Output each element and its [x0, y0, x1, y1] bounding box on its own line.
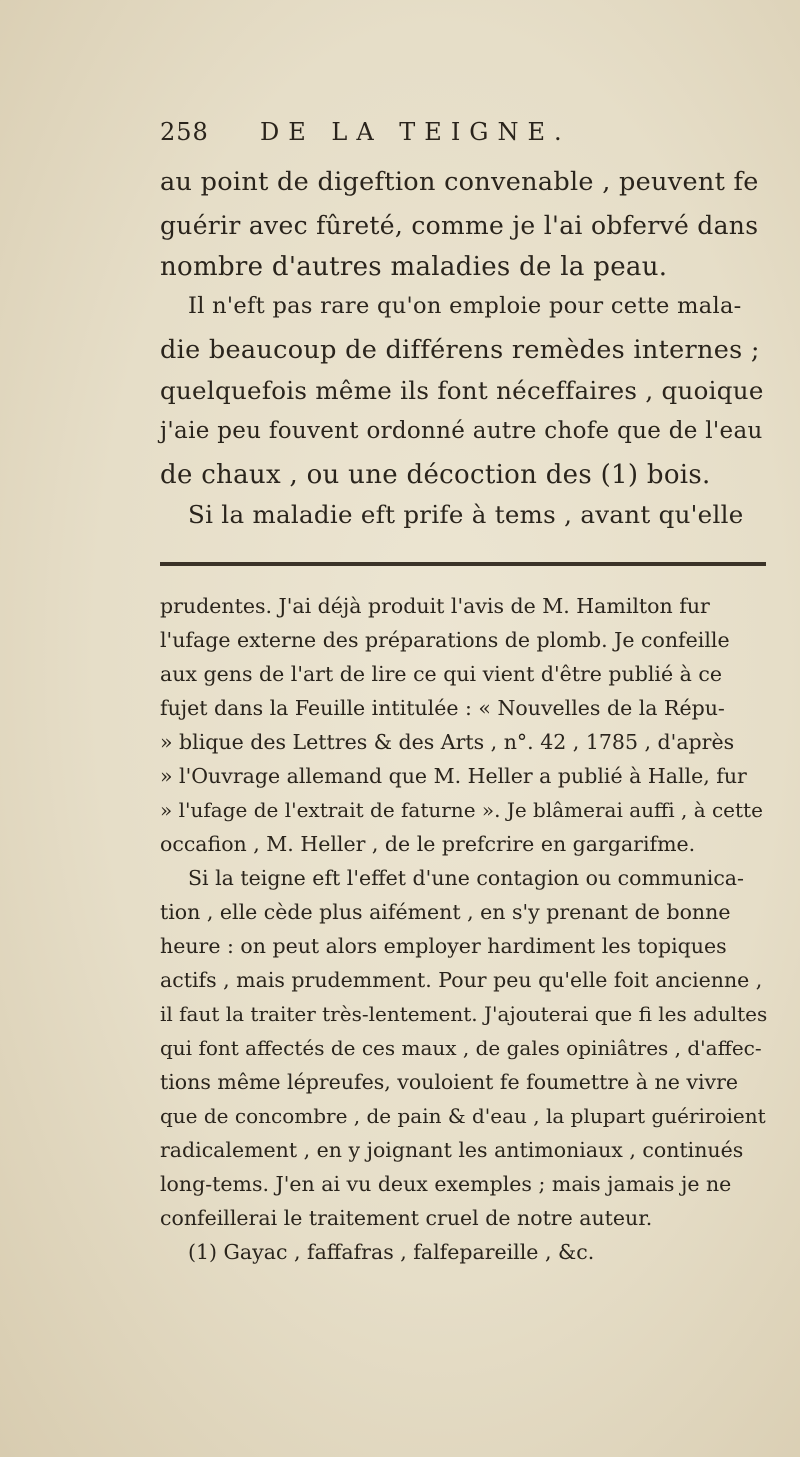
footnote-block [160, 588, 780, 1308]
note-line: aux gens de l'art de lire ce qui vient d'être publié à ce [160, 662, 722, 686]
main-line: au point de digeftion convenable , peuvent fe [160, 167, 759, 197]
note-line: » blique des Lettres & des Arts , n°. 42 , 1785 , d'après [160, 730, 735, 754]
note-line: il faut la traiter très-lentement. J'ajouterai que fi les adultes [160, 1002, 768, 1026]
main-line: nombre d'autres maladies de la peau. [160, 252, 668, 282]
main-line: guérir avec fûreté, comme je l'ai obfervé dans [160, 211, 759, 240]
note-line: tion , elle cède plus aifément , en s'y prenant de bonne [160, 900, 731, 924]
footnote-1: (1) Gayac , faffafras , falfepareille , &c. [188, 1240, 595, 1264]
main-line: die beaucoup de différens remèdes internes ; [160, 335, 760, 365]
note-line: qui font affectés de ces maux , de gales opiniâtres , d'affec- [160, 1036, 762, 1060]
note-line: confeillerai le traitement cruel de notre auteur. [160, 1206, 653, 1230]
running-title: DE LA TEIGNE. [260, 118, 571, 146]
note-line: actifs , mais prudemment. Pour peu qu'elle foit ancienne , [160, 968, 763, 992]
note-line: prudentes. J'ai déjà produit l'avis de M. Hamilton fur [160, 594, 710, 618]
footnote-rule [160, 562, 766, 566]
page-header [160, 118, 760, 158]
main-line: j'aie peu fouvent ordonné autre chofe que de l'eau [160, 418, 763, 444]
main-line: de chaux , ou une décoction des (1) bois. [160, 460, 711, 490]
note-line: radicalement , en y joignant les antimoniaux , continués [160, 1138, 744, 1162]
note-line: » l'ufage de l'extrait de faturne ». Je blâmerai auffi , à cette [160, 798, 763, 822]
note-line: » l'Ouvrage allemand que M. Heller a publié à Halle, fur [160, 764, 747, 788]
note-line: fujet dans la Feuille intitulée : « Nouvelles de la Répu- [160, 696, 725, 720]
note-line: heure : on peut alors employer hardiment les topiques [160, 934, 727, 958]
main-text-block [160, 158, 780, 538]
main-line: Il n'eft pas rare qu'on emploie pour cette mala- [188, 293, 742, 319]
page-number: 258 [160, 118, 209, 146]
note-line: que de concombre , de pain & d'eau , la plupart guériroient [160, 1104, 766, 1128]
main-line: quelquefois même ils font néceffaires , quoique [160, 376, 764, 405]
note-line: l'ufage externe des préparations de plomb. Je confeille [160, 628, 730, 652]
note-line: tions même lépreufes, vouloient fe foumettre à ne vivre [160, 1070, 739, 1094]
main-line: Si la maladie eft prife à tems , avant qu'elle [188, 500, 744, 529]
note-line: long-tems. J'en ai vu deux exemples ; mais jamais je ne [160, 1172, 732, 1196]
note-line: occafion , M. Heller , de le prefcrire en gargarifme. [160, 832, 696, 856]
note-line: Si la teigne eft l'effet d'une contagion ou communica- [188, 866, 744, 890]
